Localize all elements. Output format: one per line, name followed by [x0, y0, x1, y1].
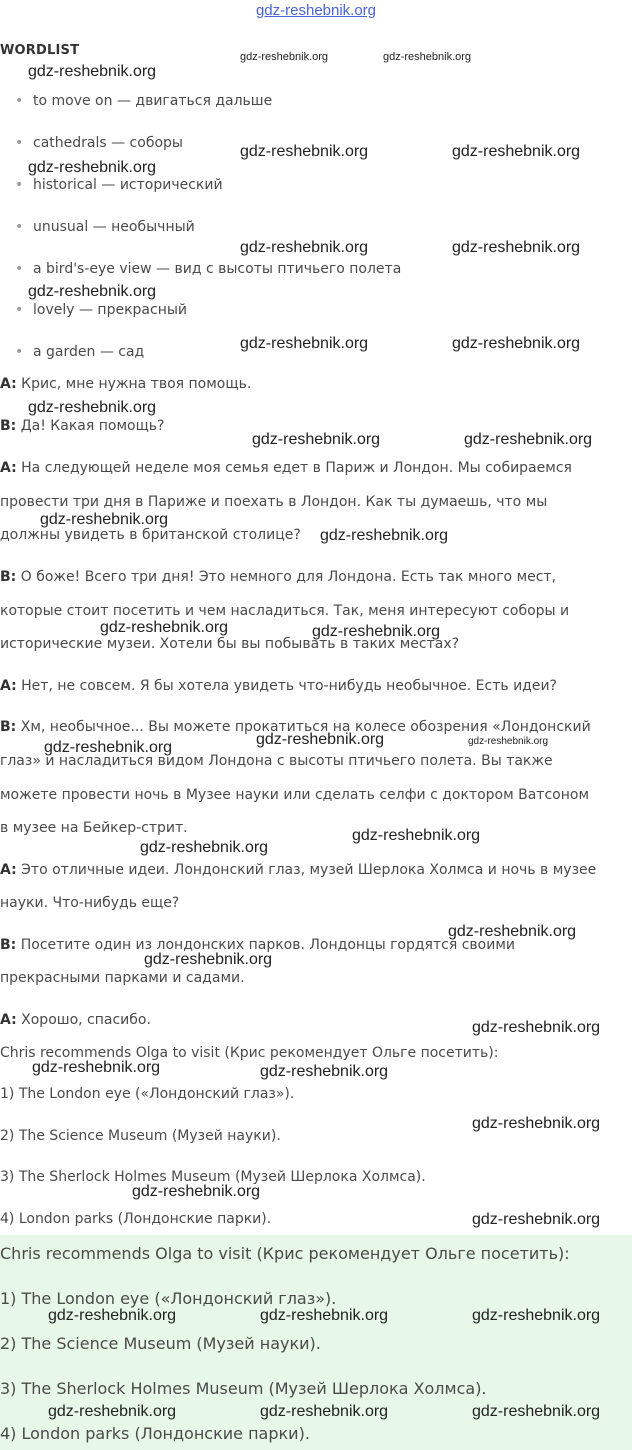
- wordlist-item: historical — исторический: [33, 177, 223, 193]
- dialogue-text: глаз» и насладиться видом Лондона с высоты птичьего полета. Вы также: [0, 753, 553, 769]
- watermark: gdz-reshebnik.org: [132, 1183, 261, 1200]
- watermark: gdz-reshebnik.org: [240, 143, 369, 160]
- watermark: gdz-reshebnik.org: [472, 1019, 601, 1036]
- dialogue-line: [0, 787, 589, 803]
- watermark: gdz-reshebnik.org: [40, 511, 169, 528]
- watermark: gdz-reshebnik.org: [48, 1307, 177, 1324]
- dialogue-line: [0, 862, 596, 878]
- watermark: gdz-reshebnik.org: [472, 1211, 601, 1228]
- wordlist-item: lovely — прекрасный: [33, 302, 188, 318]
- watermark: gdz-reshebnik.org: [320, 527, 449, 544]
- dialogue-text: должны увидеть в британской столице?: [0, 527, 301, 543]
- bullet-icon: •: [15, 135, 24, 151]
- dialogue-text: О боже! Всего три дня! Это немного для Лондона. Есть так много мест,: [16, 569, 557, 585]
- dialogue-text: прекрасными парками и садами.: [0, 970, 245, 986]
- bullet-icon: •: [15, 344, 24, 360]
- dialogue-text: Нет, не совсем. Я бы хотела увидеть что-нибудь необычное. Есть идеи?: [16, 678, 557, 694]
- bullet-icon: •: [15, 177, 24, 193]
- recommendation-item: 2) The Science Museum (Музей науки).: [0, 1128, 281, 1144]
- dialogue-text: в музее на Бейкер-стрит.: [0, 820, 188, 836]
- speaker-label: A:: [0, 862, 17, 878]
- wordlist-item: a garden — сад: [33, 344, 145, 360]
- watermark: gdz-reshebnik.org: [472, 1307, 601, 1324]
- answer-item: 3) The Sherlock Holmes Museum (Музей Шерлока Холмса).: [0, 1379, 487, 1398]
- speaker-label: B:: [0, 719, 17, 735]
- watermark: gdz-reshebnik.org: [312, 623, 441, 640]
- speaker-label: A:: [0, 376, 17, 392]
- dialogue-text: Хорошо, спасибо.: [16, 1012, 151, 1028]
- dialogue-text: провести три дня в Париже и поехать в Лондон. Как ты думаешь, что мы: [0, 494, 548, 510]
- watermark: gdz-reshebnik.org: [448, 923, 577, 940]
- dialogue-line: [0, 970, 245, 986]
- bullet-icon: •: [15, 93, 24, 109]
- recommendation-item: 3) The Sherlock Holmes Museum (Музей Шерлока Холмса).: [0, 1169, 426, 1185]
- watermark: gdz-reshebnik.org: [28, 159, 157, 176]
- dialogue-line: [0, 418, 164, 434]
- answer-intro: Chris recommends Olga to visit (Крис рекомендует Ольге посетить):: [0, 1244, 570, 1263]
- dialogue-text: Посетите один из лондонских парков. Лондонцы гордятся своими: [16, 937, 515, 953]
- dialogue-text: На следующей неделе моя семья едет в Париж и Лондон. Мы собираемся: [16, 460, 572, 476]
- speaker-label: A:: [0, 460, 17, 476]
- dialogue-line: [0, 376, 251, 392]
- speaker-label: B:: [0, 418, 17, 434]
- dialogue-line: [0, 494, 547, 510]
- watermark: gdz-reshebnik.org: [144, 951, 273, 968]
- answer-item: 1) The London eye («Лондонский глаз»).: [0, 1289, 337, 1308]
- watermark: gdz-reshebnik.org: [468, 736, 549, 747]
- speaker-label: B:: [0, 569, 17, 585]
- bullet-icon: •: [15, 219, 24, 235]
- dialogue-text: исторические музеи. Хотели бы вы побывать в таких местах?: [0, 636, 460, 652]
- watermark: gdz-reshebnik.org: [452, 239, 581, 256]
- watermark: gdz-reshebnik.org: [44, 739, 173, 756]
- watermark: gdz-reshebnik.org: [260, 1403, 389, 1420]
- bullet-icon: •: [15, 261, 24, 277]
- answer-item: 4) London parks (Лондонские парки).: [0, 1424, 310, 1443]
- dialogue-line: [0, 569, 556, 585]
- watermark: gdz-reshebnik.org: [352, 827, 481, 844]
- dialogue-text: можете провести ночь в Музее науки или сделать селфи с доктором Ватсоном: [0, 787, 590, 803]
- watermark: gdz-reshebnik.org: [140, 839, 269, 856]
- dialogue-line: [0, 895, 179, 911]
- wordlist-title: WORDLIST: [0, 43, 80, 58]
- watermark: gdz-reshebnik.org: [256, 731, 385, 748]
- wordlist-item: a bird's-eye view — вид с высоты птичьего полета: [33, 261, 402, 277]
- watermark: gdz-reshebnik.org: [472, 1115, 601, 1132]
- watermark: gdz-reshebnik.org: [260, 1307, 389, 1324]
- recommendation-item: 1) The London eye («Лондонский глаз»).: [0, 1086, 295, 1102]
- bullet-icon: •: [15, 302, 24, 318]
- watermark: gdz-reshebnik.org: [28, 63, 157, 80]
- dialogue-text: науки. Что-нибудь еще?: [0, 895, 180, 911]
- recommendation-intro: Chris recommends Olga to visit (Крис рекомендует Ольге посетить):: [0, 1045, 499, 1061]
- wordlist-item: cathedrals — соборы: [33, 135, 183, 151]
- answer-item: 2) The Science Museum (Музей науки).: [0, 1334, 321, 1353]
- watermark: gdz-reshebnik.org: [240, 51, 329, 63]
- watermark: gdz-reshebnik.org: [100, 619, 229, 636]
- site-link[interactable]: gdz-reshebnik.org: [255, 2, 377, 19]
- dialogue-text: Крис, мне нужна твоя помощь.: [16, 376, 252, 392]
- dialogue-line: [0, 603, 569, 619]
- dialogue-line: [0, 678, 557, 694]
- wordlist-item: to move on — двигаться дальше: [33, 93, 273, 109]
- watermark: gdz-reshebnik.org: [28, 283, 157, 300]
- dialogue-line: [0, 1012, 151, 1028]
- dialogue-text: Хм, необычное... Вы можете прокатиться на колесе обозрения «Лондонский: [16, 719, 591, 735]
- watermark: gdz-reshebnik.org: [383, 51, 472, 63]
- dialogue-line: [0, 527, 301, 543]
- watermark: gdz-reshebnik.org: [452, 335, 581, 352]
- speaker-label: A:: [0, 678, 17, 694]
- watermark: gdz-reshebnik.org: [240, 335, 369, 352]
- watermark: gdz-reshebnik.org: [452, 143, 581, 160]
- dialogue-text: которые стоит посетить и чем насладиться. Так, меня интересуют соборы и: [0, 603, 570, 619]
- dialogue-line: [0, 820, 188, 836]
- watermark: gdz-reshebnik.org: [472, 1403, 601, 1420]
- watermark: gdz-reshebnik.org: [260, 1063, 389, 1080]
- recommendation-item: 4) London parks (Лондонские парки).: [0, 1211, 272, 1227]
- watermark: gdz-reshebnik.org: [252, 431, 381, 448]
- watermark: gdz-reshebnik.org: [32, 1059, 161, 1076]
- watermark: gdz-reshebnik.org: [28, 399, 157, 416]
- watermark: gdz-reshebnik.org: [48, 1403, 177, 1420]
- dialogue-text: Это отличные идеи. Лондонский глаз, музей Шерлока Холмса и ночь в музее: [16, 862, 597, 878]
- watermark: gdz-reshebnik.org: [240, 239, 369, 256]
- dialogue-line: [0, 460, 572, 476]
- wordlist-item: unusual — необычный: [33, 219, 195, 235]
- speaker-label: A:: [0, 1012, 17, 1028]
- watermark: gdz-reshebnik.org: [464, 431, 593, 448]
- dialogue-text: Да! Какая помощь?: [16, 418, 165, 434]
- speaker-label: B:: [0, 937, 17, 953]
